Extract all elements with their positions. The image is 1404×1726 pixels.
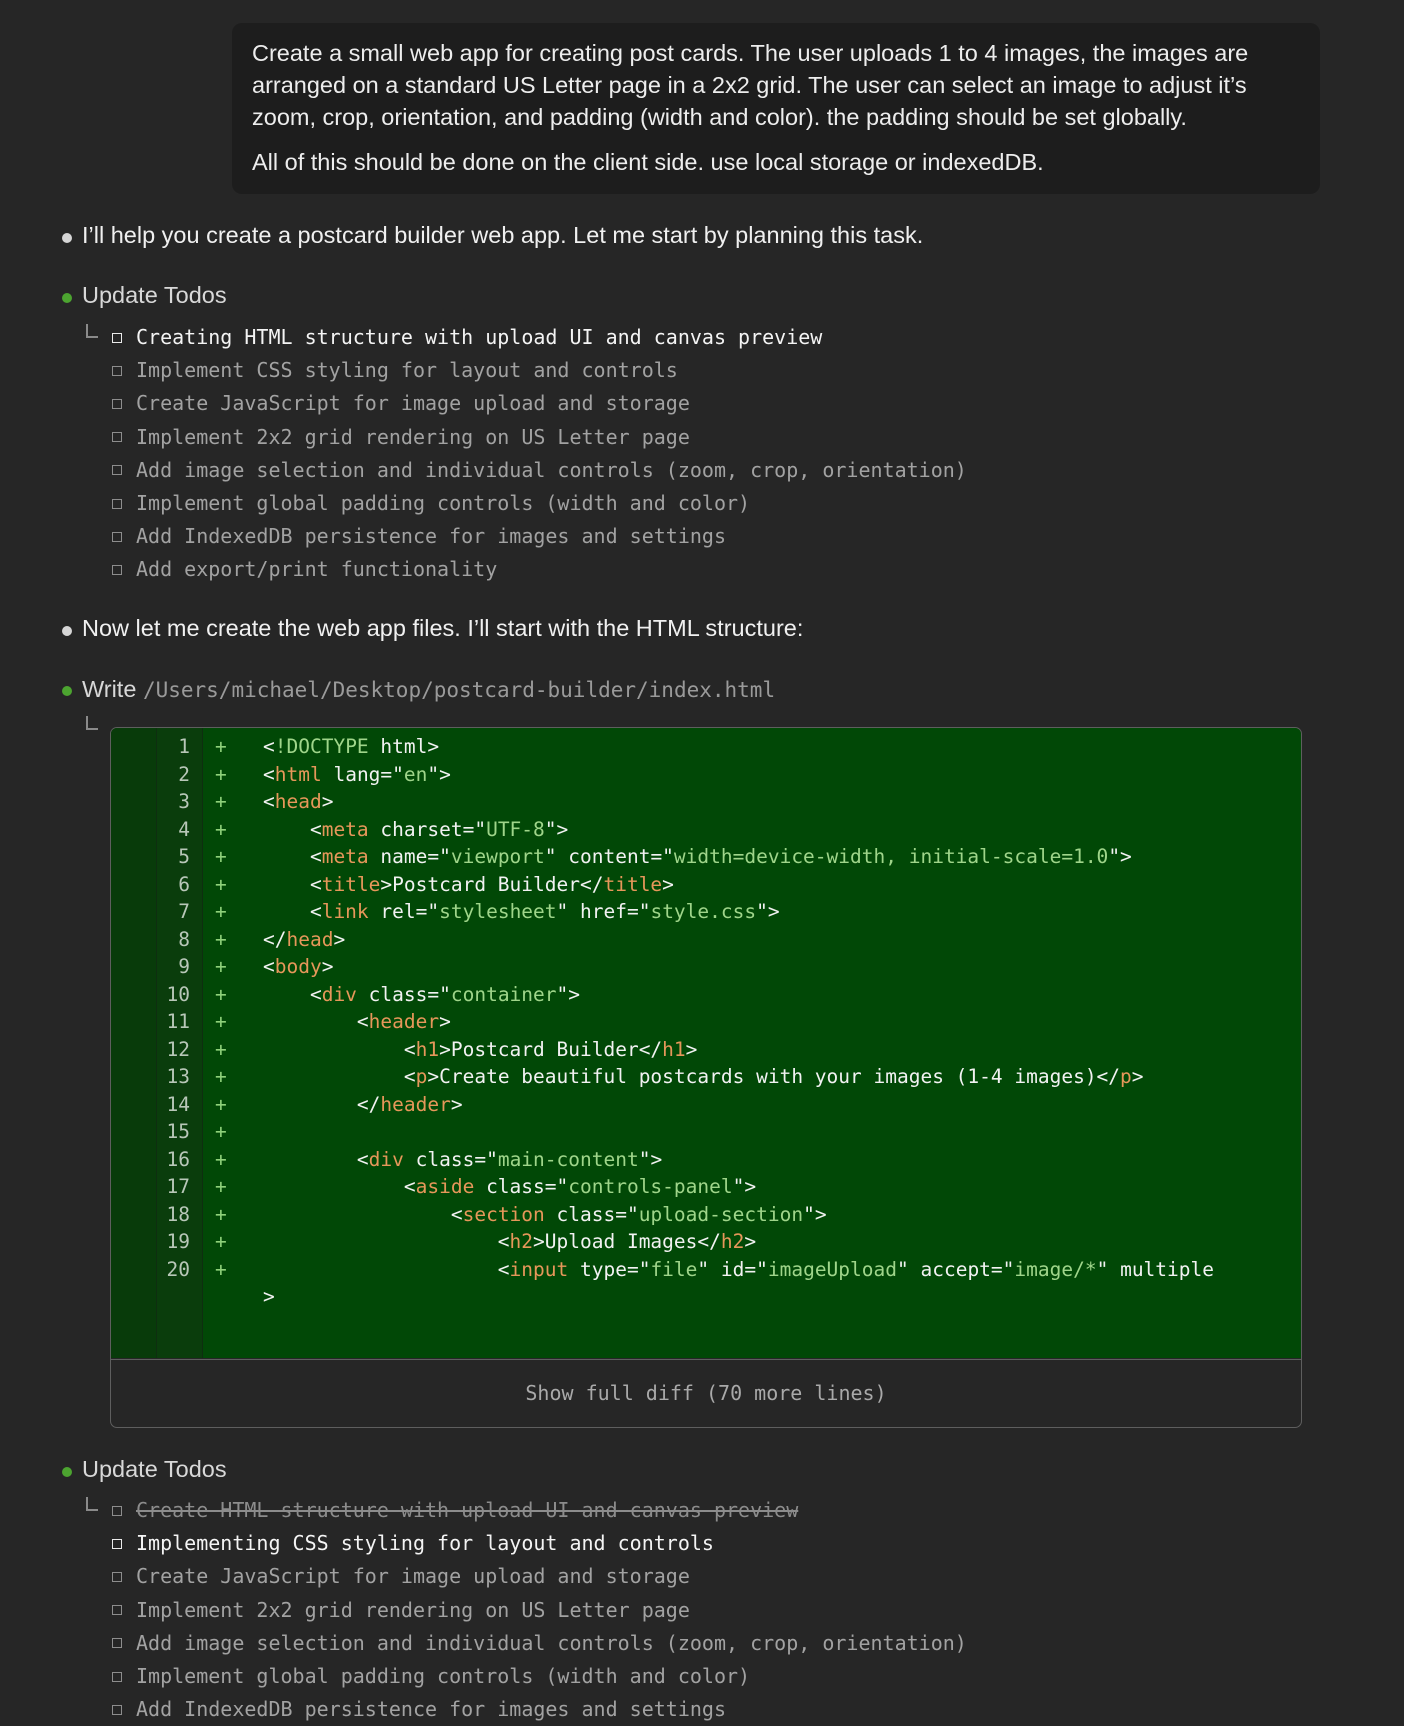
todo-item: Implement global padding controls (width and color): [110, 487, 967, 520]
todo-item: Add IndexedDB persistence for images and settings: [110, 1693, 967, 1726]
code-text: <link rel="stylesheet" href="style.css">: [263, 900, 780, 923]
diff-plus-marker: +: [215, 900, 227, 923]
diff-line: [111, 815, 1301, 845]
tree-elbow-icon: [86, 324, 98, 338]
line-number: 2: [178, 762, 190, 786]
status-dot-icon: [62, 293, 72, 303]
tool-title: Update Todos: [82, 1456, 227, 1482]
code-text: <div class="main-content">: [263, 1147, 663, 1171]
line-number: 17: [166, 1175, 190, 1198]
code-text: <meta charset="UTF-8">: [263, 817, 569, 841]
code-text: <head>: [263, 790, 334, 813]
tool-title: Update Todos: [82, 282, 227, 308]
assistant-message: Now let me create the web app files. I’ll start with the HTML structure:: [82, 615, 804, 641]
todo-item: Add image selection and individual controls (zoom, crop, orientation): [110, 1627, 967, 1660]
todo-list: [110, 1494, 967, 1726]
line-number: 10: [166, 982, 190, 1006]
todo-item: Add image selection and individual controls (zoom, crop, orientation): [110, 454, 967, 487]
diff-line: [111, 1227, 1301, 1257]
line-number: 8: [178, 927, 190, 951]
code-text: <p>Create beautiful postcards with your images (1-4 images)</p>: [263, 1065, 1144, 1088]
user-message: [232, 23, 1320, 194]
assistant-message: I’ll help you create a postcard builder web app. Let me start by planning this task.: [82, 222, 924, 248]
diff-line: [111, 1145, 1301, 1175]
write-tool-header: [82, 676, 775, 703]
diff-plus-marker: +: [215, 1037, 227, 1061]
status-dot-icon: [62, 233, 72, 243]
diff-line: [111, 952, 1301, 982]
code-text: <h2>Upload Images</h2>: [263, 1230, 757, 1253]
line-number: 11: [166, 1010, 190, 1033]
line-number: 9: [178, 955, 190, 978]
code-text: <meta name="viewport" content="width=device-width, initial-scale=1.0">: [263, 845, 1132, 868]
diff-line: [111, 1282, 1301, 1312]
todo-item: Create JavaScript for image upload and storage: [110, 387, 967, 420]
diff-plus-marker: +: [215, 955, 227, 978]
diff-plus-marker: +: [215, 982, 227, 1006]
line-number: 5: [178, 845, 190, 868]
tree-elbow-icon: [86, 1497, 98, 1511]
code-text: <body>: [263, 955, 334, 978]
diff-line: [111, 1117, 1301, 1147]
diff-plus-marker: +: [215, 1147, 227, 1171]
diff-line: [111, 1172, 1301, 1202]
diff-plus-marker: +: [215, 1175, 227, 1198]
show-full-diff-button[interactable]: Show full diff (70 more lines): [111, 1359, 1301, 1427]
checkbox-icon: [112, 432, 122, 442]
code-text: <header>: [263, 1010, 451, 1033]
diff-plus-marker: +: [215, 1010, 227, 1033]
code-text: </head>: [263, 927, 346, 951]
line-number: 7: [178, 900, 190, 923]
diff-line: [111, 1255, 1301, 1285]
diff-plus-marker: +: [215, 817, 227, 841]
line-number: 6: [178, 872, 190, 896]
checkbox-icon: [112, 1672, 122, 1682]
code-text: <!DOCTYPE html>: [263, 735, 440, 758]
checkbox-icon: [112, 1506, 122, 1516]
diff-plus-marker: +: [215, 845, 227, 868]
diff-line: [111, 1035, 1301, 1065]
tool-name: Write: [82, 676, 137, 702]
line-number: 20: [166, 1257, 190, 1281]
code-text: <section class="upload-section">: [263, 1202, 827, 1226]
diff-line: [111, 980, 1301, 1010]
todo-item: Implement CSS styling for layout and controls: [110, 354, 967, 387]
line-number: 14: [166, 1092, 190, 1116]
checkbox-icon: [112, 532, 122, 542]
todo-item: Add export/print functionality: [110, 553, 967, 586]
diff-line: [111, 732, 1301, 762]
user-message-paragraph: Create a small web app for creating post cards. The user uploads 1 to 4 images, the images are arranged on a standard US Letter page in a 2x2 grid. The user can select an image to adjust it’s zoom, crop, orientation, and padding (width and color). the padding should be set globally.: [252, 40, 1249, 130]
code-text: <input type="file" id="imageUpload" accept="image/*" multiple: [263, 1257, 1214, 1281]
diff-line: [111, 897, 1301, 927]
diff-line: [111, 842, 1301, 872]
code-text: <div class="container">: [263, 982, 581, 1006]
todo-item: Implement global padding controls (width and color): [110, 1660, 967, 1693]
line-number: 4: [178, 817, 190, 841]
diff-line: [111, 1007, 1301, 1037]
code-text: <aside class="controls-panel">: [263, 1175, 757, 1198]
checkbox-icon: [112, 399, 122, 409]
diff-plus-marker: +: [215, 790, 227, 813]
checkbox-icon: [112, 366, 122, 376]
checkbox-icon: [112, 1572, 122, 1582]
diff-plus-marker: +: [215, 1092, 227, 1116]
todo-item: Creating HTML structure with upload UI and canvas preview: [110, 321, 967, 354]
todo-item: Implementing CSS styling for layout and controls: [110, 1527, 967, 1560]
diff-view: [110, 727, 1302, 1428]
diff-line: [111, 1062, 1301, 1092]
diff-plus-marker: +: [215, 762, 227, 786]
file-path[interactable]: /Users/michael/Desktop/postcard-builder/index.html: [142, 678, 776, 702]
line-number: 1: [178, 735, 190, 758]
diff-line: [111, 760, 1301, 790]
diff-plus-marker: +: [215, 1230, 227, 1253]
code-text: >: [263, 1285, 275, 1308]
code-text: </header>: [263, 1092, 463, 1116]
diff-line: [111, 870, 1301, 900]
todo-item: Implement 2x2 grid rendering on US Letter page: [110, 1594, 967, 1627]
diff-line: [111, 1200, 1301, 1230]
diff-plus-marker: +: [215, 1065, 227, 1088]
user-message-paragraph: All of this should be done on the client side. use local storage or indexedDB.: [252, 149, 1044, 175]
tree-elbow-icon: [86, 716, 98, 730]
checkbox-icon: [112, 499, 122, 509]
line-number: 13: [166, 1065, 190, 1088]
todo-item: Create HTML structure with upload UI and canvas preview: [110, 1494, 967, 1527]
status-dot-icon: [62, 1467, 72, 1477]
line-number: 18: [166, 1202, 190, 1226]
diff-line: [111, 1090, 1301, 1120]
line-number: 16: [166, 1147, 190, 1171]
status-dot-icon: [62, 686, 72, 696]
checkbox-icon: [112, 565, 122, 575]
code-text: <h1>Postcard Builder</h1>: [263, 1037, 698, 1061]
checkbox-icon: [112, 465, 122, 475]
diff-plus-marker: +: [215, 872, 227, 896]
todo-item: Add IndexedDB persistence for images and settings: [110, 520, 967, 553]
diff-line: [111, 925, 1301, 955]
diff-plus-marker: +: [215, 927, 227, 951]
code-text: <html lang="en">: [263, 762, 451, 786]
checkbox-icon: [112, 1705, 122, 1715]
checkbox-icon: [112, 1539, 122, 1549]
checkbox-icon: [112, 1638, 122, 1648]
diff-plus-marker: +: [215, 1257, 227, 1281]
diff-plus-marker: +: [215, 735, 227, 758]
todo-item: Create JavaScript for image upload and storage: [110, 1560, 967, 1593]
line-number: 3: [178, 790, 190, 813]
diff-plus-marker: +: [215, 1202, 227, 1226]
checkbox-icon: [112, 1605, 122, 1615]
status-dot-icon: [62, 626, 72, 636]
line-number: 12: [166, 1037, 190, 1061]
diff-body: [111, 728, 1301, 1358]
line-number: 15: [166, 1120, 190, 1143]
todo-item: Implement 2x2 grid rendering on US Letter page: [110, 421, 967, 454]
diff-line: [111, 787, 1301, 817]
todo-list: [110, 321, 967, 587]
line-number: 19: [166, 1230, 190, 1253]
checkbox-icon: [112, 333, 122, 343]
code-text: <title>Postcard Builder</title>: [263, 872, 674, 896]
diff-plus-marker: +: [215, 1120, 227, 1143]
